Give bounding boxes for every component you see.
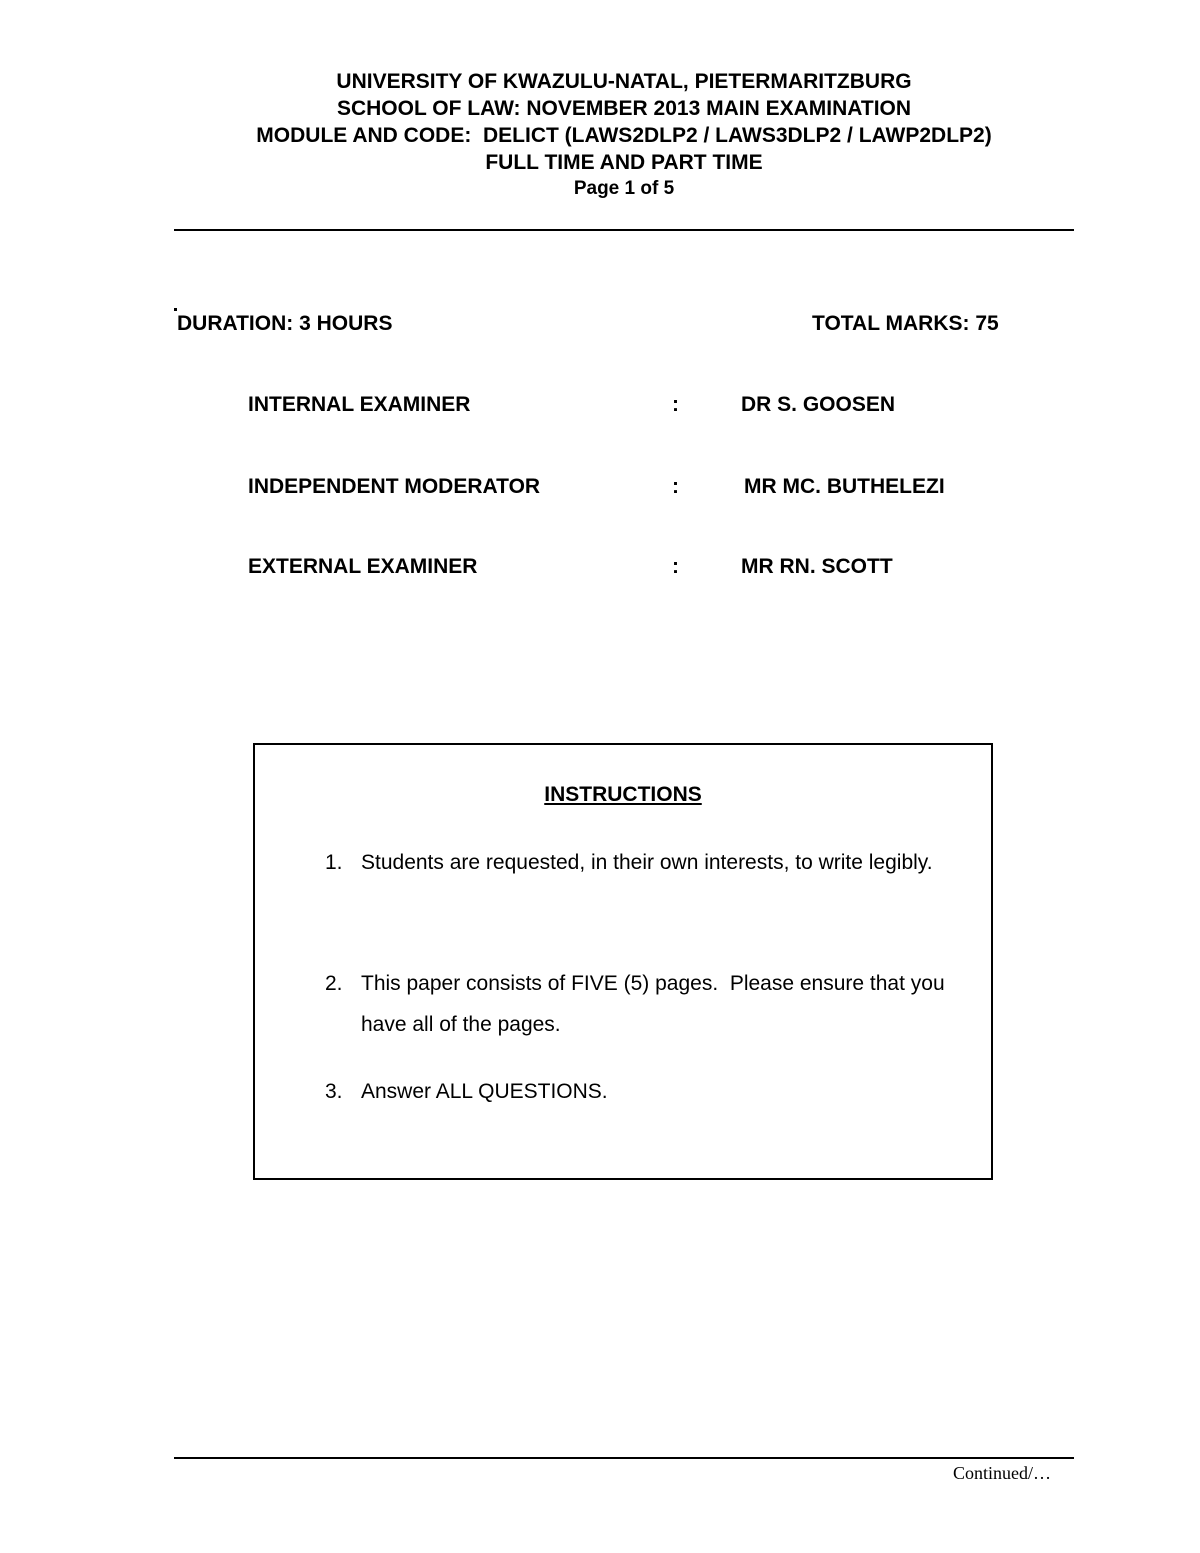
- instruction-item: [325, 1071, 975, 1112]
- exam-total-marks: TOTAL MARKS: 75: [812, 312, 999, 335]
- examiner-name: DR S. GOOSEN: [741, 393, 896, 416]
- exam-duration: DURATION: 3 HOURS: [177, 312, 393, 335]
- attendance-mode: FULL TIME AND PART TIME: [485, 151, 763, 174]
- instruction-text: Answer ALL QUESTIONS.: [361, 1080, 608, 1103]
- module-code: MODULE AND CODE: DELICT (LAWS2DLP2 / LAWS3DLP2 / LAWP2DLP2): [256, 124, 992, 147]
- instruction-number: 2.: [325, 972, 343, 995]
- examiner-separator: :: [672, 555, 679, 578]
- instruction-text: This paper consists of FIVE (5) pages. Please ensure that you have all of the pages.: [361, 972, 951, 1036]
- examiner-row-moderator: [248, 473, 1008, 501]
- instructions-title: INSTRUCTIONS: [544, 783, 702, 806]
- header-divider: [174, 229, 1074, 231]
- instruction-number: 1.: [325, 851, 343, 874]
- examiner-name: MR RN. SCOTT: [741, 555, 893, 578]
- instruction-item: [325, 842, 975, 883]
- page-number: Page 1 of 5: [573, 178, 675, 199]
- examiner-row-external: [248, 553, 1008, 581]
- footer-divider: [174, 1457, 1074, 1459]
- examiner-row-internal: [248, 391, 1008, 419]
- examiner-role: INTERNAL EXAMINER: [248, 393, 471, 416]
- instruction-text: Students are requested, in their own interests, to write legibly.: [361, 851, 933, 874]
- instruction-number: 3.: [325, 1080, 343, 1103]
- exam-header: [0, 68, 1200, 202]
- school-exam-title: SCHOOL OF LAW: NOVEMBER 2013 MAIN EXAMINATION: [336, 97, 912, 120]
- examiner-separator: :: [672, 475, 679, 498]
- instructions-box: [253, 743, 993, 1180]
- examiner-role: EXTERNAL EXAMINER: [248, 555, 478, 578]
- instruction-item: [325, 963, 975, 1045]
- university-name: UNIVERSITY OF KWAZULU-NATAL, PIETERMARITZBURG: [336, 70, 912, 93]
- continued-note: Continued/…: [953, 1463, 1051, 1483]
- examiner-name: MR MC. BUTHELEZI: [744, 475, 945, 498]
- examiner-role: INDEPENDENT MODERATOR: [248, 475, 541, 498]
- examiner-separator: :: [672, 393, 679, 416]
